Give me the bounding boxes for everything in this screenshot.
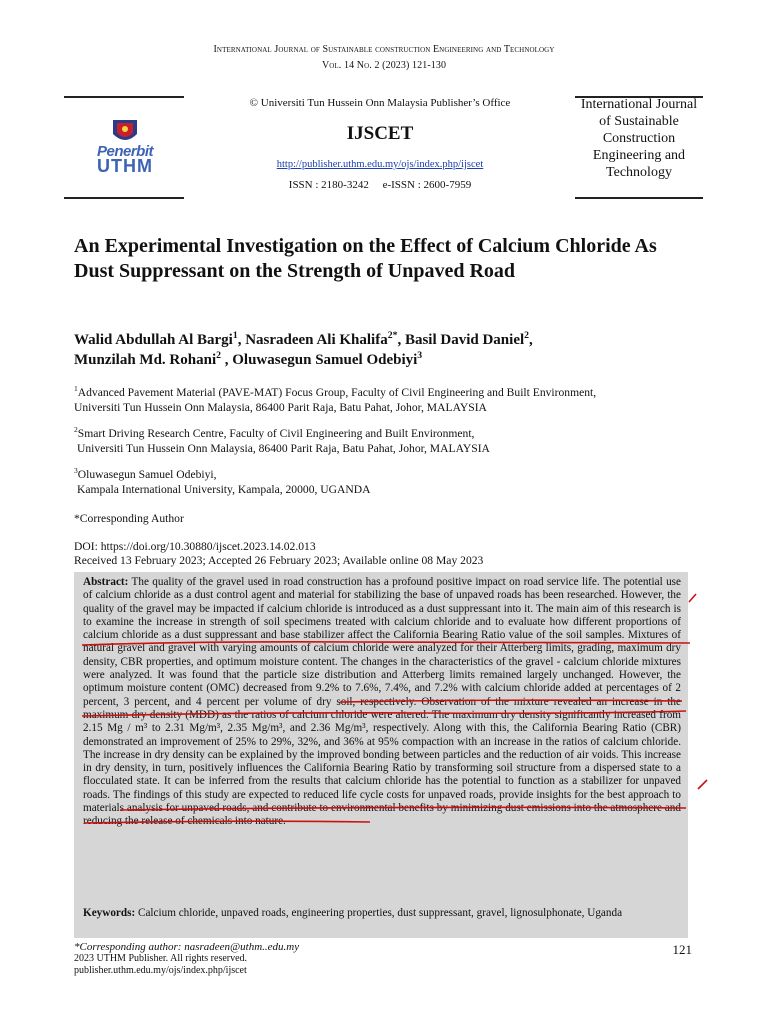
keywords-text: Calcium chloride, unpaved roads, engineering properties, dust suppressant, gravel, lignosulphonate, Uganda [138,907,623,919]
header-rule-left-bottom [64,197,184,199]
author-list: Walid Abdullah Al Bargi$^1$, Nasradeen Ali Khalifa$^{2*}$, Basil David Daniel$^2$, Munzilah Md. Rohani$^2$ , Oluwasegun Samuel Odebiyi$^3$ [74,330,533,368]
doi: DOI: https://doi.org/10.30880/ijscet.2023.14.02.013 [74,540,316,553]
abstract-text: The quality of the gravel used in road construction has a profound positive impact on road service life. The potential use of calcium chloride as a dust control agent and material for stabilizing the base of unpaved roads has been researched. However, the quality of the gravel may be impacted if calcium chloride is introduced as a dust suppressant into it. The main aim of this research is to examine the increase in strength of soil specimens treated with calcium chloride and to evaluate how different proportions of calcium chloride as a dust suppressant and base stabilizer affect the California Bearing Ratio value of the soil samples. Mixtures of natural gravel and gravel with varying amounts of calcium chloride were analyzed for their Atterberg limits, grading, maximum dry density, CBR properties, and optimum moisture content. The changes in the characteristics of the gravel - calcium chloride mixtures were analyzed. It was found that the particle size distribution and Atterberg limits remained largely unchanged. However, the optimum moisture content (OMC) decreased from 9.2% to 7.6%, 7.4%, and 7.2% with calcium chloride added at percentages of 2 percent, 3 percent, and 4 percent per volume of dry soil, respectively. Observation of the mixture revealed an increase in the maximum dry density (MDD) as the ratios of calcium chloride were altered. The maximum dry density significantly increased from 2.15 Mg / m³ to 2.31 Mg/m³, 2.35 Mg/m³, and 2.36 Mg/m³, respectively. Along with this, the California Bearing Ratio (CBR) demonstrated an improvement of 25% to 29%, 32%, and 36% at 95% compaction with an increase in the ratios of calcium chloride. The increase in dry density can be explained by the improved bonding between particles and the reduction of air voids. This increase in dry density, in turn, positively influences the California Bearing Ratio by transforming soil structure from a dispersed state to a flocculated state. It can be inferred from the results that calcium chloride has the potential to function as a stabilizer for unpaved roads. The findings of this study are expected to reduced life cycle costs for unpaved roads, provide insights for the best approach to materials analysis for unpaved roads, and contribute to environmental benefits by minimizing dust emissions into the atmosphere and reducing the release of chemicals into nature. [83,576,681,828]
volume-info: Vol. 14 No. 2 (2023) 121-130 [321,60,447,71]
affiliation-1: $^1$Advanced Pavement Material (PAVE-MAT) Focus Group, Faculty of Civil Engineering and Built Environment, Universiti Tun Hussein Onn Malaysia, 86400 Parit Raja, Batu Pahat, Johor, MALAYSIA [74,384,597,414]
keywords-label: Keywords: [83,907,136,919]
affiliation-2: $^2$Smart Driving Research Centre, Faculty of Civil Engineering and Built Environment, Universiti Tun Hussein Onn Malaysia, 86400 Parit Raja, Batu Pahat, Johor, MALAYSIA [74,425,490,455]
issn-info: ISSN : 2180-3242 e-ISSN : 2600-7959 [288,179,472,191]
corresponding-author-note: *Corresponding Author [74,512,184,525]
author-name: Munzilah Md. Rohani [74,352,217,368]
copyright: 2023 UTHM Publisher. All rights reserved. [74,953,248,964]
header-rule-left [64,96,184,98]
header-rule-right-bottom [575,197,703,199]
logo-text: Penerbit UTHM [96,143,153,176]
footer [74,941,474,977]
article-title: An Experimental Investigation on the Effect of Calcium Chloride As Dust Suppressant on the Strength of Unpaved Road [74,235,657,282]
affiliation-3: $^3$Oluwasegun Samuel Odebiyi, Kampala International University, Kampala, 20000, UGANDA [74,466,371,496]
author-name: Oluwasegun Samuel Odebiyi [232,352,418,368]
corresponding-email: *Corresponding author: nasradeen@uthm..edu.my [74,941,300,953]
footer-site: publisher.uthm.edu.my/ojs/index.php/ijscet [74,965,247,976]
page-number: 121 [672,942,692,957]
publisher-office: © Universiti Tun Hussein Onn Malaysia Publisher’s Office [249,97,511,109]
abstract-label: Abstract: [83,576,129,588]
journal-acronym: IJSCET [346,123,414,144]
article-dates: Received 13 February 2023; Accepted 26 February 2023; Available online 08 May 2023 [74,554,484,567]
author-name: Walid Abdullah Al Bargi [74,332,233,348]
keywords [83,906,681,920]
margin-mark [689,594,696,602]
author-name: Basil David Daniel [404,332,525,348]
margin-mark [698,780,707,789]
author-name: Nasradeen Ali Khalifa [245,332,388,348]
journal-url-link[interactable]: http://publisher.uthm.edu.my/ojs/index.php/ijscet [276,159,484,170]
publisher-logo [80,118,170,180]
journal-side-title: International Journal of Sustainable Construction Engineering and Technology [580,97,698,180]
abstract [83,576,681,829]
journal-name: International Journal of Sustainable construction Engineering and Technology [213,44,555,55]
